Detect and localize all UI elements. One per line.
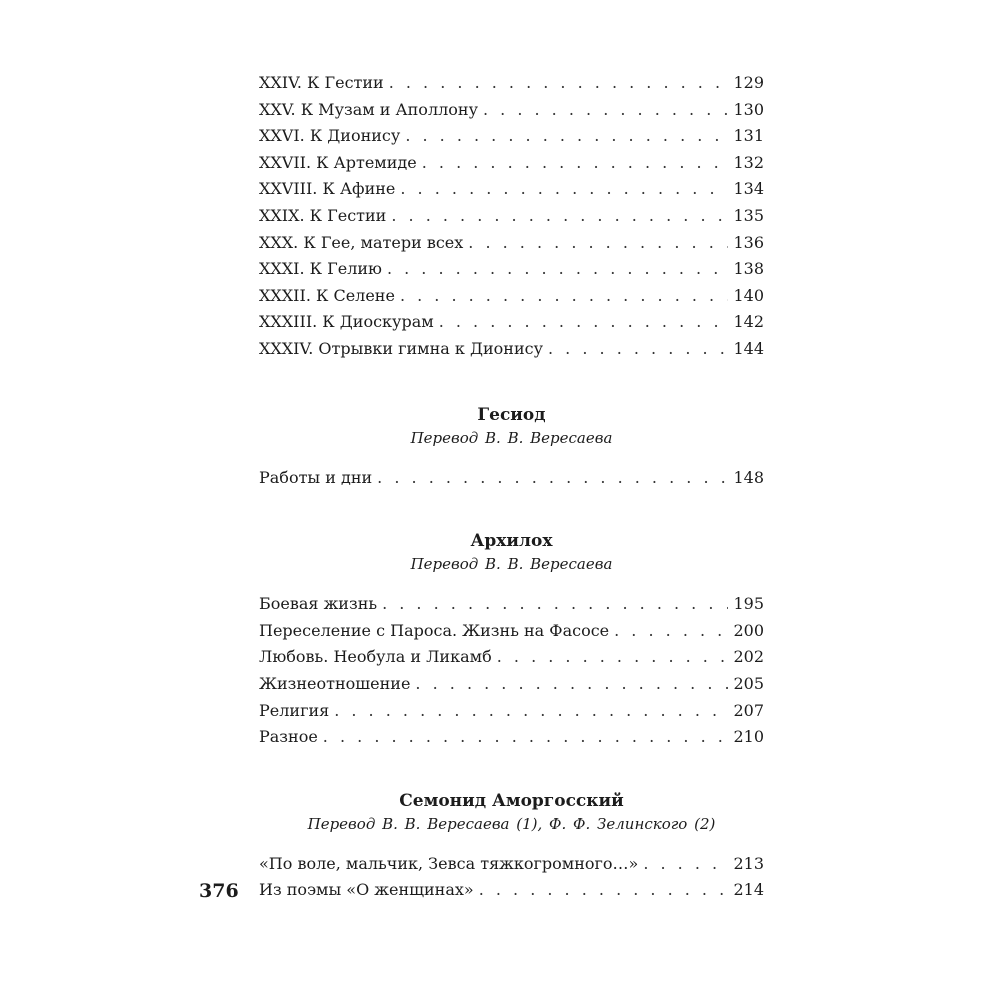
toc-entry[interactable] [259,851,764,878]
toc-entry-title: XXXIII. К Диоскурам [259,312,434,332]
toc-entry[interactable] [259,309,764,336]
section-translator: Перевод В. В. Вересаева (1), Ф. Ф. Зелинского (2) [307,814,716,833]
toc-entry-page: 148 [733,467,764,487]
section-heading [259,789,764,835]
toc-entry-page: 195 [733,594,764,614]
toc-entry[interactable] [259,724,764,751]
toc-entry[interactable] [259,671,764,698]
toc-entry-title: Переселение с Пароса. Жизнь на Фасосе [259,620,610,640]
leader-dots [389,70,729,97]
toc-entry-title: XXVII. К Артемиде [259,152,417,172]
leader-dots [497,644,729,671]
leader-dots [643,851,728,878]
toc-entry-title: XXXI. К Гелию [259,259,382,279]
leader-dots [323,724,729,751]
toc-entry-page: 144 [733,338,764,358]
leader-dots [382,591,728,618]
toc-entry-title: Жизнеотношение [259,673,411,693]
toc-entry[interactable] [259,591,764,618]
leader-dots [439,309,729,336]
toc-entry[interactable] [259,176,764,203]
toc-entry-title: Боевая жизнь [259,594,378,614]
toc-entry-title: Религия [259,700,330,720]
toc-entry-page: 200 [733,620,764,640]
toc-entry-title: Разное [259,727,318,747]
toc-entry-page: 134 [733,179,764,199]
toc-entry-title: XXIV. К Гестии [259,73,384,92]
toc-entry-title: Любовь. Необула и Ликамб [259,647,492,667]
section-author: Архилох [470,531,553,552]
toc-entry-title: XXVI. К Дионису [259,126,401,146]
toc-entry[interactable] [259,256,764,283]
toc-entry-page: 138 [733,259,764,279]
section-translator: Перевод В. В. Вересаева [410,428,613,447]
leader-dots [377,465,728,492]
toc-entry[interactable] [259,70,764,97]
toc-entry-title: XXXII. К Селене [259,285,395,305]
toc-entry-page: 202 [733,647,764,667]
toc-entry[interactable] [259,618,764,645]
toc-entry-title: XXV. К Музам и Аполлону [259,99,478,119]
toc-section-semonides [259,789,764,904]
leader-dots [548,336,728,363]
toc-entry-page: 131 [733,126,764,146]
toc-section-hymns [259,70,764,363]
leader-dots [614,618,728,645]
toc-entry-page: 207 [733,700,764,720]
toc-entry[interactable] [259,123,764,150]
leader-dots [422,150,729,177]
leader-dots [400,283,729,310]
section-heading [259,529,764,575]
leader-dots [400,176,728,203]
leader-dots [468,230,728,257]
toc-entry-title: «По воле, мальчик, Зевса тяжкогромного…» [259,853,639,873]
section-translator: Перевод В. В. Вересаева [410,555,613,574]
toc-entry-page: 205 [733,673,764,693]
section-author: Гесиод [477,404,546,425]
toc-entry[interactable] [259,150,764,177]
toc-entry-page: 135 [733,205,764,225]
toc-entry[interactable] [259,336,764,363]
toc-entry[interactable] [259,465,764,492]
toc-entry[interactable] [259,877,764,904]
leader-dots [387,256,729,283]
toc-entry-page: 210 [733,727,764,747]
table-of-contents [259,70,764,904]
toc-entry[interactable] [259,283,764,310]
toc-entry-page: 129 [733,73,764,92]
toc-entry-page: 136 [733,232,764,252]
leader-dots [391,203,728,230]
leader-dots [405,123,728,150]
leader-dots [479,877,729,904]
page-number: 376 [199,880,239,902]
toc-entry[interactable] [259,203,764,230]
toc-entry-title: XXXIV. Отрывки гимна к Дионису [259,338,543,358]
toc-entry-page: 130 [733,99,764,119]
toc-entry[interactable] [259,698,764,725]
toc-entry-title: XXVIII. К Афине [259,179,396,199]
toc-section-hesiod [259,403,764,492]
toc-entry-title: XXIX. К Гестии [259,205,387,225]
toc-section-archilochus [259,529,764,751]
toc-entry-page: 214 [733,880,764,900]
toc-entry[interactable] [259,230,764,257]
toc-entry-page: 132 [733,152,764,172]
toc-entry-page: 140 [733,285,764,305]
toc-entry-page: 213 [733,853,764,873]
toc-entry-title: XXX. К Гее, матери всех [259,232,464,252]
toc-entry-title: Работы и дни [259,467,373,487]
toc-entry[interactable] [259,97,764,124]
leader-dots [334,698,728,725]
leader-dots [415,671,728,698]
toc-entry-title: Из поэмы «О женщинах» [259,880,474,900]
section-author: Семонид Аморгосский [399,790,624,811]
section-heading [259,403,764,449]
leader-dots [483,97,728,124]
toc-entry[interactable] [259,644,764,671]
toc-entry-page: 142 [733,312,764,332]
